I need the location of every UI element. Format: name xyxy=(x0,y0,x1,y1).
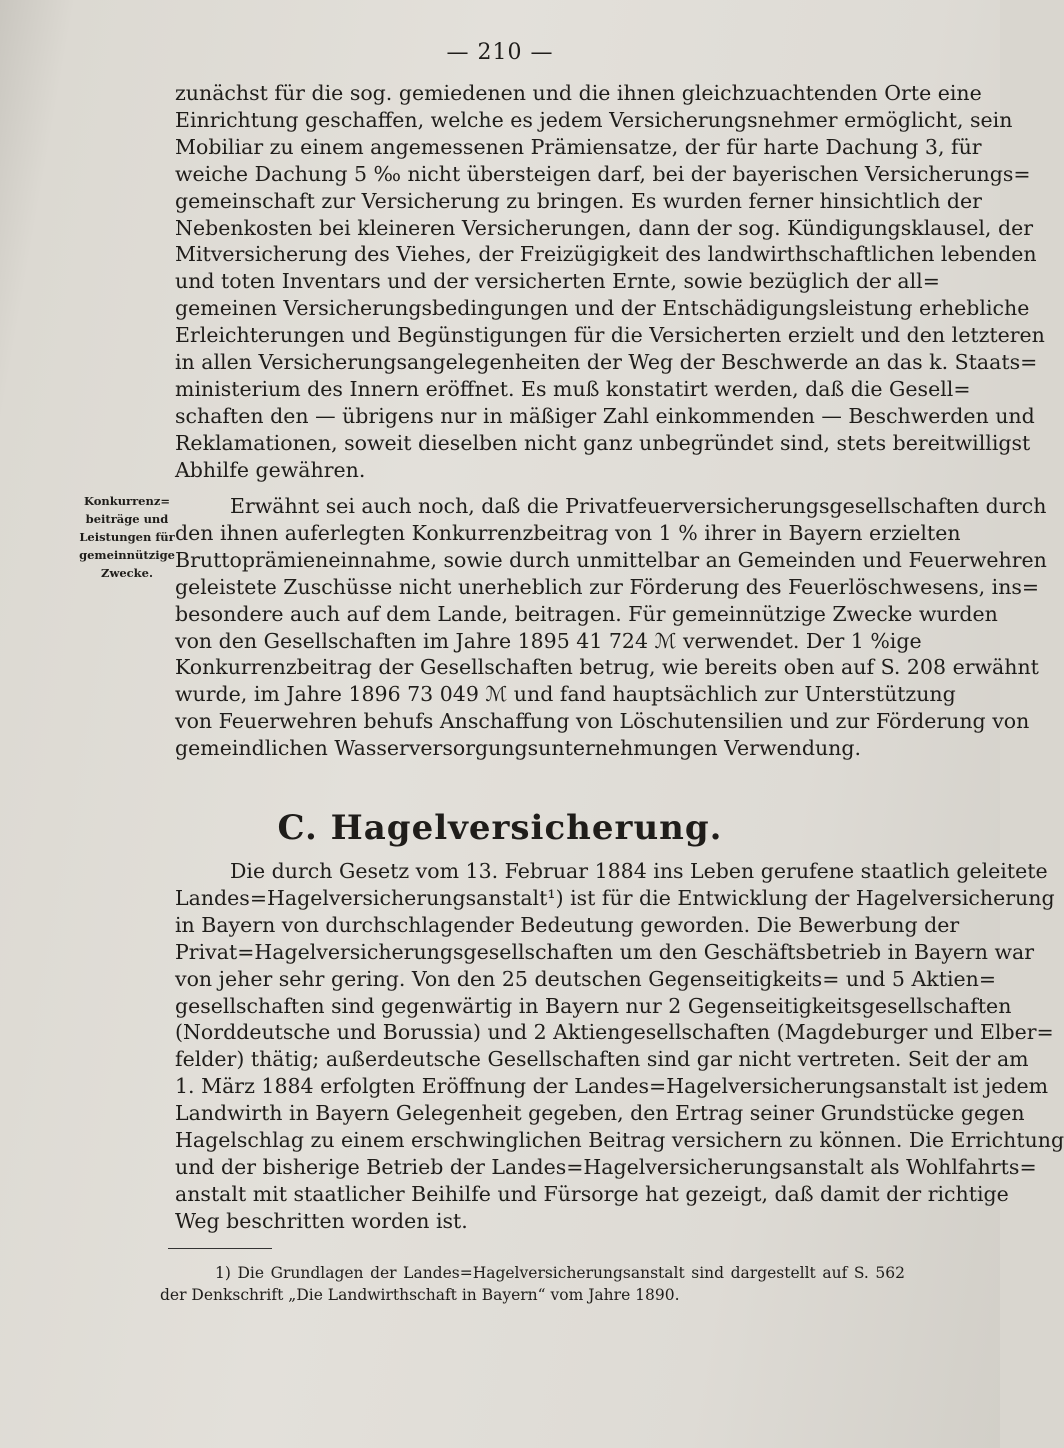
text-line: anstalt mit staatlicher Beihilfe und Fürsorge hat gezeigt, daß damit der richtige xyxy=(175,1181,1009,1206)
text-line: Bruttoprämieneinnahme, sowie durch unmittelbar an Gemeinden und Feuerwehren xyxy=(175,547,1047,572)
text-line: zunächst für die sog. gemiedenen und die ihnen gleichzuachtenden Orte eine xyxy=(175,81,982,105)
text-line: Landes=Hagelversicherungsanstalt¹) ist für die Entwicklung der Hagelversicherung xyxy=(175,885,1055,910)
paragraph-fire-insurance-continued xyxy=(175,80,1045,484)
text-line: Die durch Gesetz vom 13. Februar 1884 ins Leben gerufene staatlich geleitete xyxy=(230,859,1048,883)
text-line: Erleichterungen und Begünstigungen für die Versicherten erzielt und den letzteren xyxy=(175,323,1045,348)
text-line: geleistete Zuschüsse nicht unerheblich zur Förderung des Feuerlöschwesens, ins= xyxy=(175,574,1040,599)
text-line: in allen Versicherungsangelegenheiten der Weg der Beschwerde an das k. Staats= xyxy=(175,350,1038,375)
text-line: Landwirth in Bayern Gelegenheit gegeben, den Ertrag seiner Grundstücke gegen xyxy=(175,1101,1025,1126)
margin-note-line: gemeinnützige xyxy=(79,548,175,562)
text-line: gesellschaften sind gegenwärtig in Bayern nur 2 Gegenseitigkeitsgesellschaften xyxy=(175,993,1012,1018)
page-number: — 210 — xyxy=(446,40,554,65)
text-line: Mitversicherung des Viehes, der Freizügigkeit des landwirthschaftlichen lebenden xyxy=(175,242,1037,267)
margin-note-line: beiträge und xyxy=(85,512,169,526)
text-line: Konkurrenzbeitrag der Gesellschaften betrug, wie bereits oben auf S. 208 erwähnt xyxy=(175,655,1039,680)
text-line: und toten Inventars und der versicherten Ernte, sowie bezüglich der all= xyxy=(175,269,940,294)
footnote xyxy=(160,1262,905,1306)
footnote-line: 1) Die Grundlagen der Landes=Hagelversicherungsanstalt sind dargestellt auf S. 562 xyxy=(215,1264,905,1282)
margin-note xyxy=(78,492,176,582)
text-line: von den Gesellschaften im Jahre 1895 41 724 ℳ verwendet. Der 1 %ige xyxy=(175,628,922,653)
text-line: 1. März 1884 erfolgten Eröffnung der Landes=Hagelversicherungsanstalt ist jedem xyxy=(175,1074,1049,1099)
paragraph-hail-insurance xyxy=(175,858,1064,1235)
margin-note-line: Leistungen für xyxy=(79,530,175,544)
text-line: Erwähnt sei auch noch, daß die Privatfeuerversicherungsgesellschaften durch xyxy=(230,494,1047,518)
margin-note-line: Konkurrenz= xyxy=(83,494,171,508)
margin-note-line: Zwecke. xyxy=(101,566,153,580)
text-line: besondere auch auf dem Lande, beitragen. Für gemeinnützige Zwecke wurden xyxy=(175,601,998,626)
text-line: von jeher sehr gering. Von den 25 deutschen Gegenseitigkeits= und 5 Aktien= xyxy=(175,966,997,991)
text-line: felder) thätig; außerdeutsche Gesellschaften sind gar nicht vertreten. Seit der am xyxy=(175,1047,1029,1072)
footnote-line: der Denkschrift „Die Landwirthschaft in Bayern“ vom Jahre 1890. xyxy=(160,1286,680,1304)
text-line: gemeindlichen Wasserversorgungsunternehmungen Verwendung. xyxy=(175,736,862,761)
text-line: von Feuerwehren behufs Anschaffung von Löschutensilien und zur Förderung von xyxy=(175,709,1030,734)
text-line: Abhilfe gewähren. xyxy=(175,457,366,482)
footnote-divider xyxy=(168,1248,272,1249)
section-heading: C. Hagelversicherung. xyxy=(277,808,723,848)
text-line: weiche Dachung 5 ‰ nicht übersteigen darf, bei der bayerischen Versicherungs= xyxy=(175,161,1031,186)
text-line: den ihnen auferlegten Konkurrenzbeitrag von 1 % ihrer in Bayern erzielten xyxy=(175,520,961,545)
text-line: gemeinschaft zur Versicherung zu bringen. Es wurden ferner hinsichtlich der xyxy=(175,188,982,213)
text-line: Hagelschlag zu einem erschwinglichen Beitrag versichern zu können. Die Errichtung xyxy=(175,1128,1064,1153)
text-line: ministerium des Innern eröffnet. Es muß konstatirt werden, daß die Gesell= xyxy=(175,376,971,401)
text-line: schaften den — übrigens nur in mäßiger Zahl einkommenden — Beschwerden und xyxy=(175,403,1035,428)
text-line: Einrichtung geschaffen, welche es jedem Versicherungsnehmer ermöglicht, sein xyxy=(175,107,1013,132)
text-line: Mobiliar zu einem angemessenen Prämiensatze, der für harte Dachung 3, für xyxy=(175,134,982,159)
text-line: Reklamationen, soweit dieselben nicht ganz unbegründet sind, stets bereitwilligst xyxy=(175,430,1031,455)
text-line: gemeinen Versicherungsbedingungen und der Entschädigungsleistung erhebliche xyxy=(175,296,1030,321)
text-line: und der bisherige Betrieb der Landes=Hagelversicherungsanstalt als Wohlfahrts= xyxy=(175,1154,1037,1179)
text-line: in Bayern von durchschlagender Bedeutung geworden. Die Bewerbung der xyxy=(175,912,960,937)
text-line: (Norddeutsche und Borussia) und 2 Aktiengesellschaften (Magdeburger und Elber= xyxy=(175,1020,1054,1045)
text-line: Privat=Hagelversicherungsgesellschaften um den Geschäftsbetrieb in Bayern war xyxy=(175,939,1035,964)
text-line: Weg beschritten worden ist. xyxy=(175,1208,468,1233)
text-line: Nebenkosten bei kleineren Versicherungen, dann der sog. Kündigungsklausel, der xyxy=(175,215,1033,240)
paragraph-competition-contributions xyxy=(175,493,1047,762)
text-line: wurde, im Jahre 1896 73 049 ℳ und fand hauptsächlich zur Unterstützung xyxy=(175,682,956,707)
